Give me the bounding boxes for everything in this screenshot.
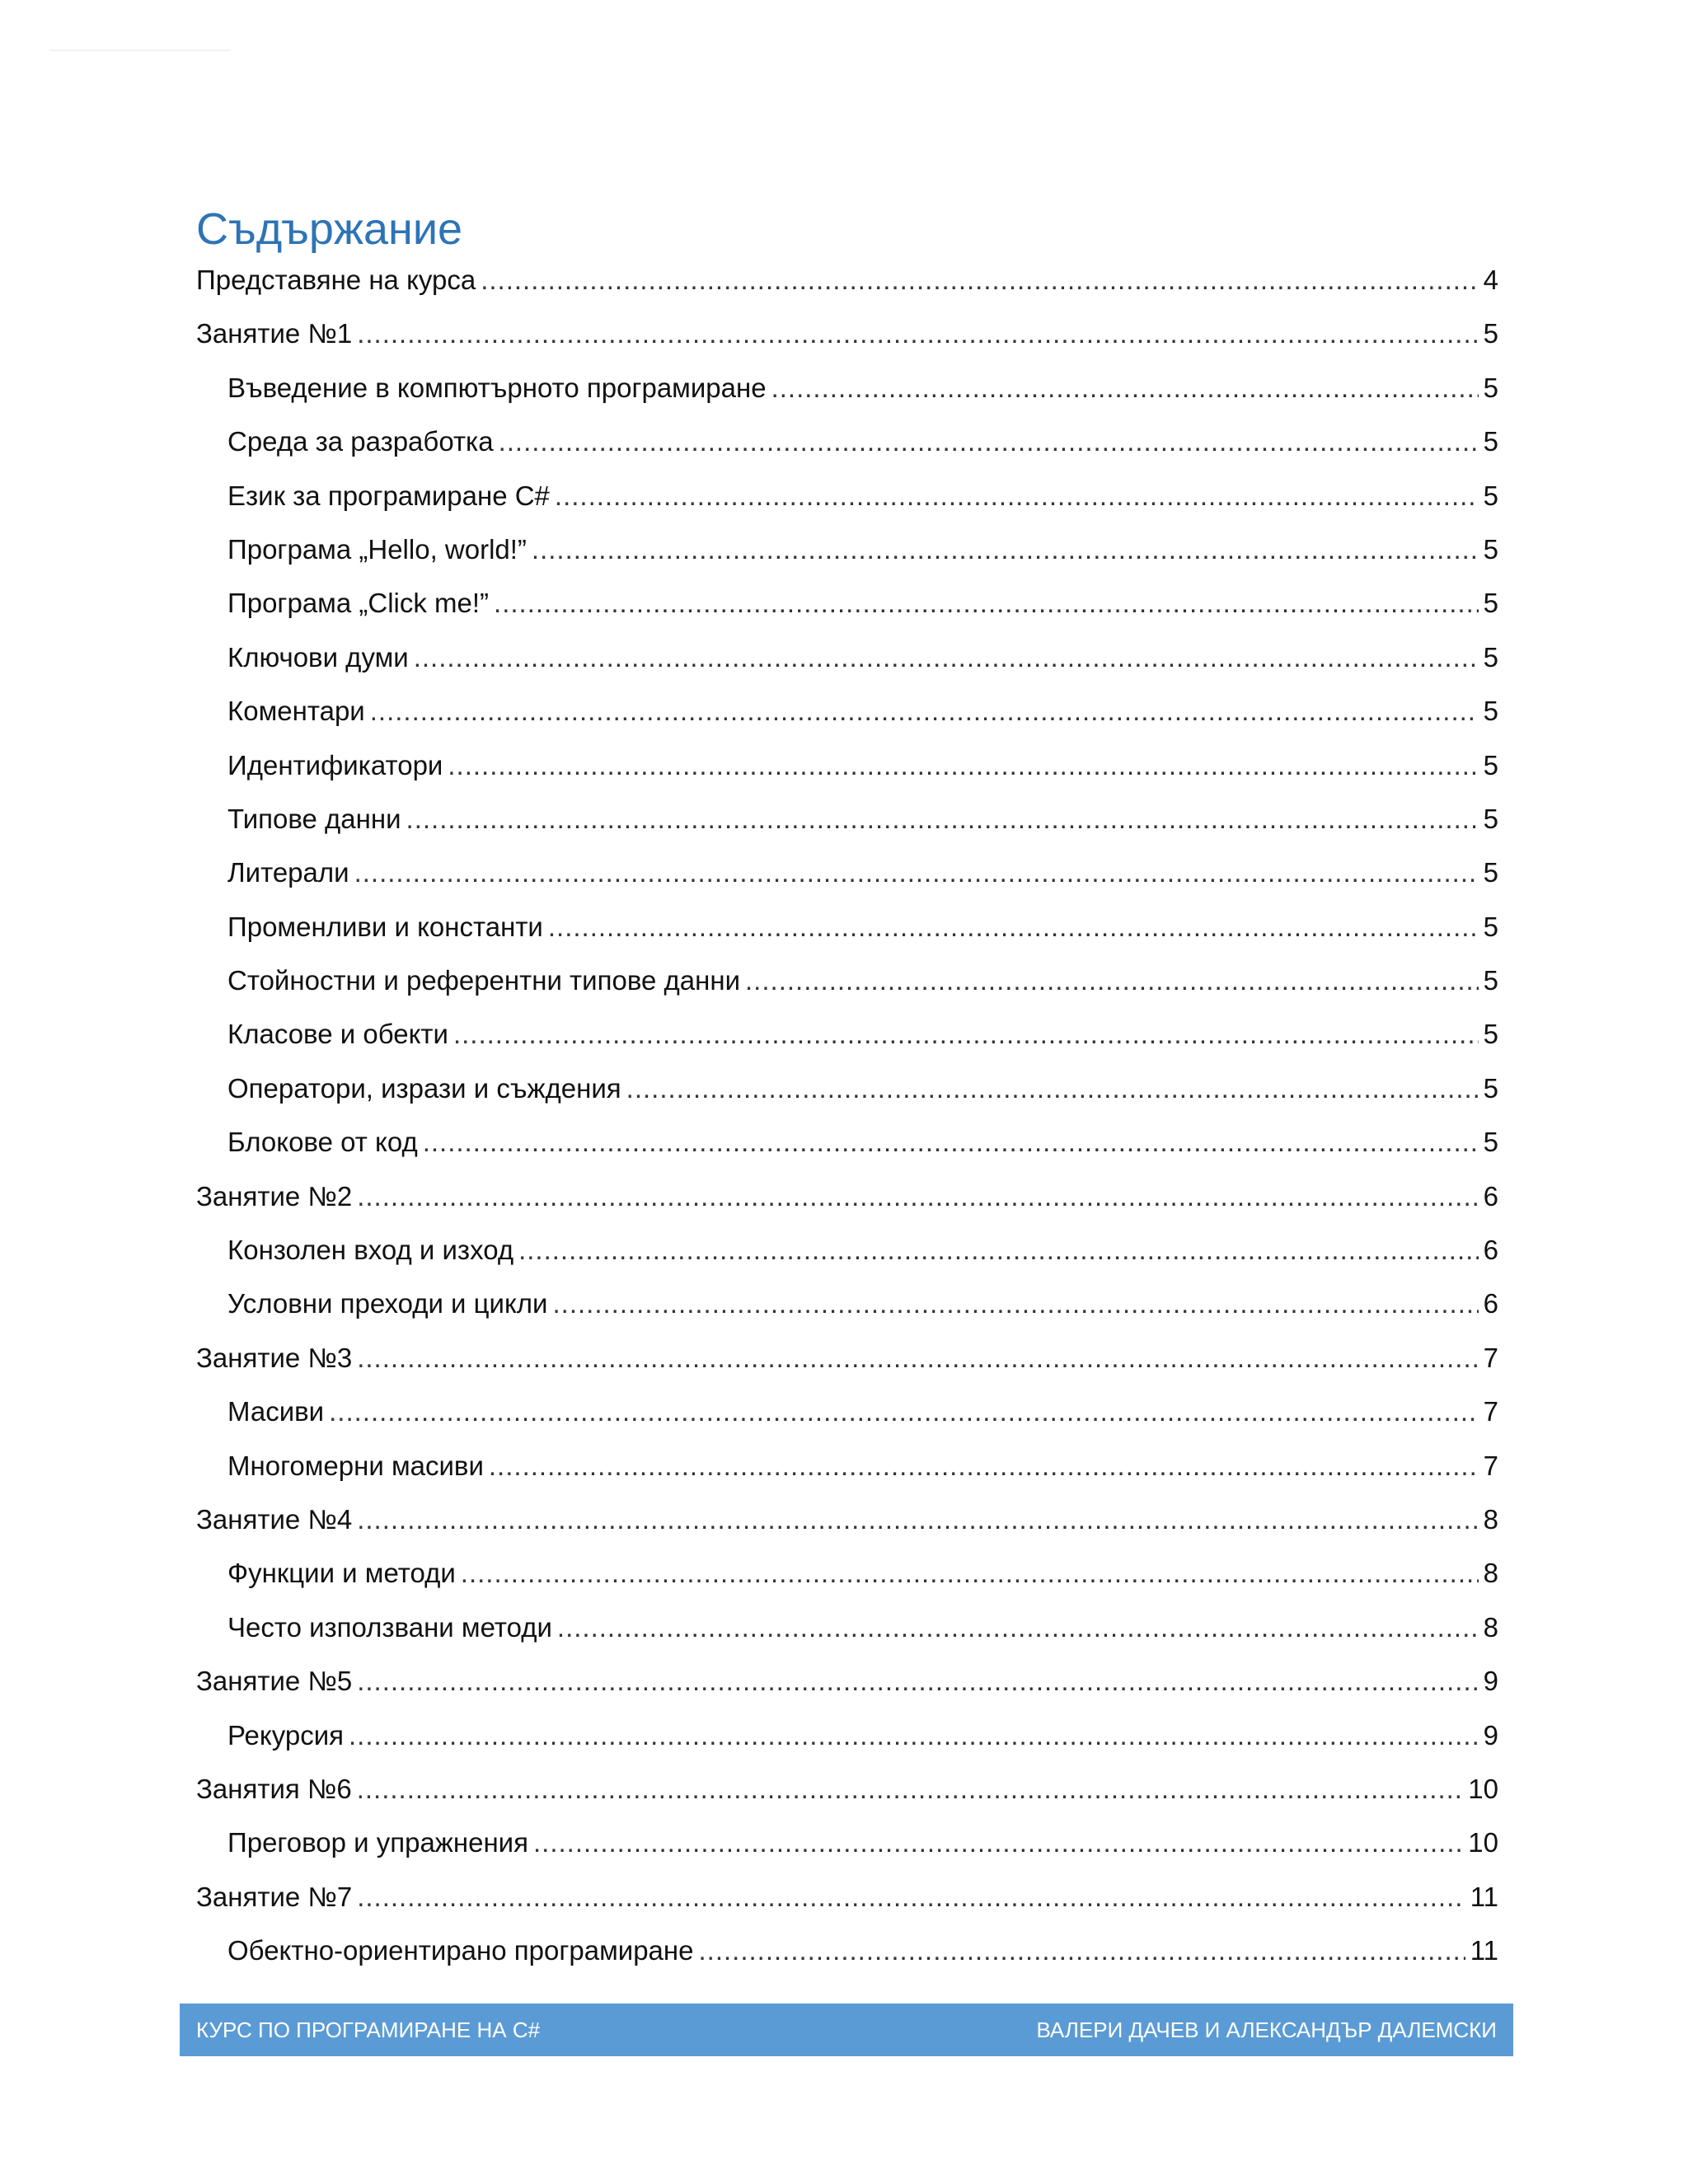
- toc-dot-leader: [357, 1654, 1478, 1708]
- toc-entry-label: Литерали: [227, 857, 349, 888]
- toc-dot-leader: [555, 469, 1479, 523]
- toc-entry-page-number: 5: [1483, 372, 1498, 403]
- toc-dot-leader: [771, 361, 1479, 415]
- toc-entry-chapter[interactable]: [196, 1762, 1498, 1816]
- toc-entry-page-number: 5: [1483, 1072, 1498, 1104]
- toc-dot-leader: [532, 523, 1479, 576]
- toc-entry-page-number: 7: [1483, 1396, 1498, 1427]
- toc-entry-chapter[interactable]: [196, 1169, 1498, 1223]
- toc-dot-leader: [499, 415, 1479, 468]
- toc-dot-leader: [548, 900, 1479, 954]
- toc-entry-page-number: 8: [1483, 1558, 1498, 1589]
- toc-entry-page-number: 5: [1483, 480, 1498, 511]
- toc-entry-page-number: 11: [1470, 1935, 1498, 1966]
- toc-entry-section[interactable]: [196, 1439, 1498, 1493]
- toc-entry-page-number: 5: [1483, 1127, 1498, 1158]
- toc-entry-page-number: 10: [1468, 1773, 1498, 1804]
- page-corner-mark: [49, 49, 231, 51]
- toc-entry-page-number: 5: [1483, 803, 1498, 834]
- toc-entry-page-number: 9: [1483, 1666, 1498, 1697]
- toc-entry-section[interactable]: [196, 523, 1498, 576]
- toc-entry-section[interactable]: [196, 954, 1498, 1007]
- toc-dot-leader: [626, 1062, 1479, 1115]
- toc-dot-leader: [533, 1816, 1463, 1869]
- toc-entry-label: Занятия №6: [196, 1773, 352, 1804]
- toc-entry-section[interactable]: [196, 630, 1498, 684]
- toc-entry-page-number: 6: [1483, 1180, 1498, 1212]
- toc-entry-label: Ключови думи: [227, 641, 409, 673]
- toc-entry-label: Променливи и константи: [227, 911, 543, 942]
- toc-entry-label: Функции и методи: [227, 1558, 456, 1589]
- toc-entry-section[interactable]: [196, 900, 1498, 954]
- toc-dot-leader: [557, 1601, 1479, 1654]
- toc-dot-leader: [448, 738, 1478, 792]
- toc-entry-page-number: 11: [1470, 1881, 1498, 1912]
- toc-entry-page-number: 5: [1483, 857, 1498, 888]
- toc-entry-page-number: 5: [1483, 911, 1498, 942]
- toc-entry-page-number: 8: [1483, 1503, 1498, 1535]
- toc-entry-section[interactable]: [196, 1062, 1498, 1115]
- toc-dot-leader: [370, 684, 1479, 738]
- toc-entry-section[interactable]: [196, 1601, 1498, 1654]
- toc-entry-section[interactable]: [196, 846, 1498, 899]
- toc-entry-label: Занятие №3: [196, 1342, 353, 1373]
- toc-entry-page-number: 5: [1483, 965, 1498, 996]
- toc-entry-section[interactable]: [196, 738, 1498, 792]
- toc-entry-label: Занятие №7: [196, 1881, 353, 1912]
- toc-entry-label: Програма „Click me!”: [227, 588, 490, 619]
- toc-entry-page-number: 4: [1483, 265, 1498, 295]
- footer-course-title: КУРС ПО ПРОГРАМИРАНЕ НА C#: [196, 2017, 541, 2042]
- toc-dot-leader: [357, 1331, 1478, 1385]
- toc-entry-section[interactable]: [196, 361, 1498, 415]
- toc-dot-leader: [553, 1277, 1479, 1330]
- toc-entry-section[interactable]: [196, 1007, 1498, 1061]
- toc-dot-leader: [745, 954, 1479, 1007]
- toc-entry-section[interactable]: [196, 1385, 1498, 1438]
- toc-entry-page-number: 7: [1483, 1450, 1498, 1481]
- toc-entry-section[interactable]: [196, 792, 1498, 846]
- toc-entry-page-number: 5: [1483, 318, 1498, 349]
- toc-dot-leader: [357, 1870, 1465, 1924]
- toc-entry-label: Блокове от код: [227, 1127, 418, 1158]
- toc-dot-leader: [494, 576, 1479, 630]
- toc-entry-page-number: 9: [1483, 1719, 1498, 1750]
- toc-entry-chapter[interactable]: [196, 307, 1498, 360]
- toc-entry-label: Оператори, изрази и съждения: [227, 1072, 621, 1104]
- toc-entry-label: Обектно-ориентирано програмиране: [227, 1935, 694, 1966]
- toc-entry-page-number: 6: [1483, 1235, 1498, 1266]
- toc-entry-page-number: 6: [1483, 1288, 1498, 1319]
- toc-entry-label: Занятие №2: [196, 1180, 353, 1212]
- toc-dot-leader: [329, 1385, 1479, 1438]
- toc-entry-chapter[interactable]: [196, 1331, 1498, 1385]
- toc-entry-page-number: 5: [1483, 749, 1498, 780]
- toc-entry-label: Типове данни: [227, 803, 401, 834]
- toc-entry-page-number: 5: [1483, 426, 1498, 457]
- footer-authors: ВАЛЕРИ ДАЧЕВ И АЛЕКСАНДЪР ДАЛЕМСКИ: [1036, 2017, 1497, 2042]
- toc-entry-label: Език за програмиране C#: [227, 480, 550, 511]
- toc-entry-section[interactable]: [196, 684, 1498, 738]
- toc-entry-section[interactable]: [196, 1277, 1498, 1330]
- toc-title: Съдържание: [196, 204, 463, 254]
- toc-entry-section[interactable]: [196, 1223, 1498, 1277]
- toc-entry-label: Представяне на курса: [196, 265, 476, 295]
- toc-dot-leader: [357, 1493, 1478, 1546]
- toc-dot-leader: [414, 630, 1479, 684]
- toc-entry-section[interactable]: [196, 469, 1498, 523]
- toc-entry-page-number: 5: [1483, 696, 1498, 727]
- toc-dot-leader: [481, 253, 1478, 307]
- toc-entry-label: Занятие №4: [196, 1503, 353, 1535]
- toc-entry-label: Преговор и упражнения: [227, 1827, 528, 1858]
- toc-entry-page-number: 7: [1483, 1342, 1498, 1373]
- toc-dot-leader: [461, 1546, 1479, 1600]
- toc-dot-leader: [349, 1708, 1479, 1762]
- toc-entry-section[interactable]: [196, 1924, 1498, 1977]
- toc-entry-section[interactable]: [196, 576, 1498, 630]
- toc-entry-label: Конзолен вход и изход: [227, 1235, 514, 1266]
- toc-entry-section[interactable]: [196, 415, 1498, 468]
- footer-bar: [180, 2004, 1513, 2056]
- toc-dot-leader: [357, 1169, 1478, 1223]
- toc-entry-page-number: 5: [1483, 641, 1498, 673]
- toc-entry-label: Въведение в компютърното програмиране: [227, 372, 767, 403]
- toc-entry-label: Рекурсия: [227, 1719, 345, 1750]
- toc-dot-leader: [423, 1115, 1479, 1169]
- toc-entry-label: Многомерни масиви: [227, 1450, 484, 1481]
- toc-dot-leader: [453, 1007, 1479, 1061]
- toc-entry-label: Често използвани методи: [227, 1611, 552, 1643]
- toc-entry-label: Условни преходи и цикли: [227, 1288, 548, 1319]
- toc-dot-leader: [357, 1762, 1464, 1816]
- toc-entry-label: Среда за разработка: [227, 426, 494, 457]
- toc-entry-chapter[interactable]: [196, 253, 1498, 307]
- toc-dot-leader: [406, 792, 1479, 846]
- toc-entry-label: Занятие №1: [196, 318, 353, 349]
- toc-dot-leader: [357, 307, 1478, 360]
- toc-dot-leader: [489, 1439, 1479, 1493]
- toc-entry-section[interactable]: [196, 1816, 1498, 1869]
- toc-entry-label: Масиви: [227, 1396, 325, 1427]
- toc-dot-leader: [354, 846, 1479, 899]
- toc-entry-section[interactable]: [196, 1115, 1498, 1169]
- toc-dot-leader: [698, 1924, 1465, 1977]
- toc-entry-page-number: 5: [1483, 533, 1498, 565]
- toc-entry-chapter[interactable]: [196, 1870, 1498, 1924]
- toc-entry-page-number: 5: [1483, 1019, 1498, 1050]
- toc-entry-page-number: 10: [1468, 1827, 1498, 1858]
- toc-entry-section[interactable]: [196, 1708, 1498, 1762]
- toc-entry-chapter[interactable]: [196, 1493, 1498, 1546]
- toc-entry-page-number: 8: [1483, 1611, 1498, 1643]
- toc-dot-leader: [518, 1223, 1479, 1277]
- toc-list: [196, 253, 1498, 1978]
- toc-entry-label: Занятие №5: [196, 1666, 353, 1697]
- toc-entry-label: Класове и обекти: [227, 1019, 448, 1050]
- toc-entry-label: Коментари: [227, 696, 365, 727]
- toc-entry-label: Идентификатори: [227, 749, 443, 780]
- toc-entry-section[interactable]: [196, 1546, 1498, 1600]
- toc-entry-chapter[interactable]: [196, 1654, 1498, 1708]
- toc-entry-label: Програма „Hello, world!”: [227, 533, 527, 565]
- toc-entry-page-number: 5: [1483, 588, 1498, 619]
- toc-entry-label: Стойностни и референтни типове данни: [227, 965, 741, 996]
